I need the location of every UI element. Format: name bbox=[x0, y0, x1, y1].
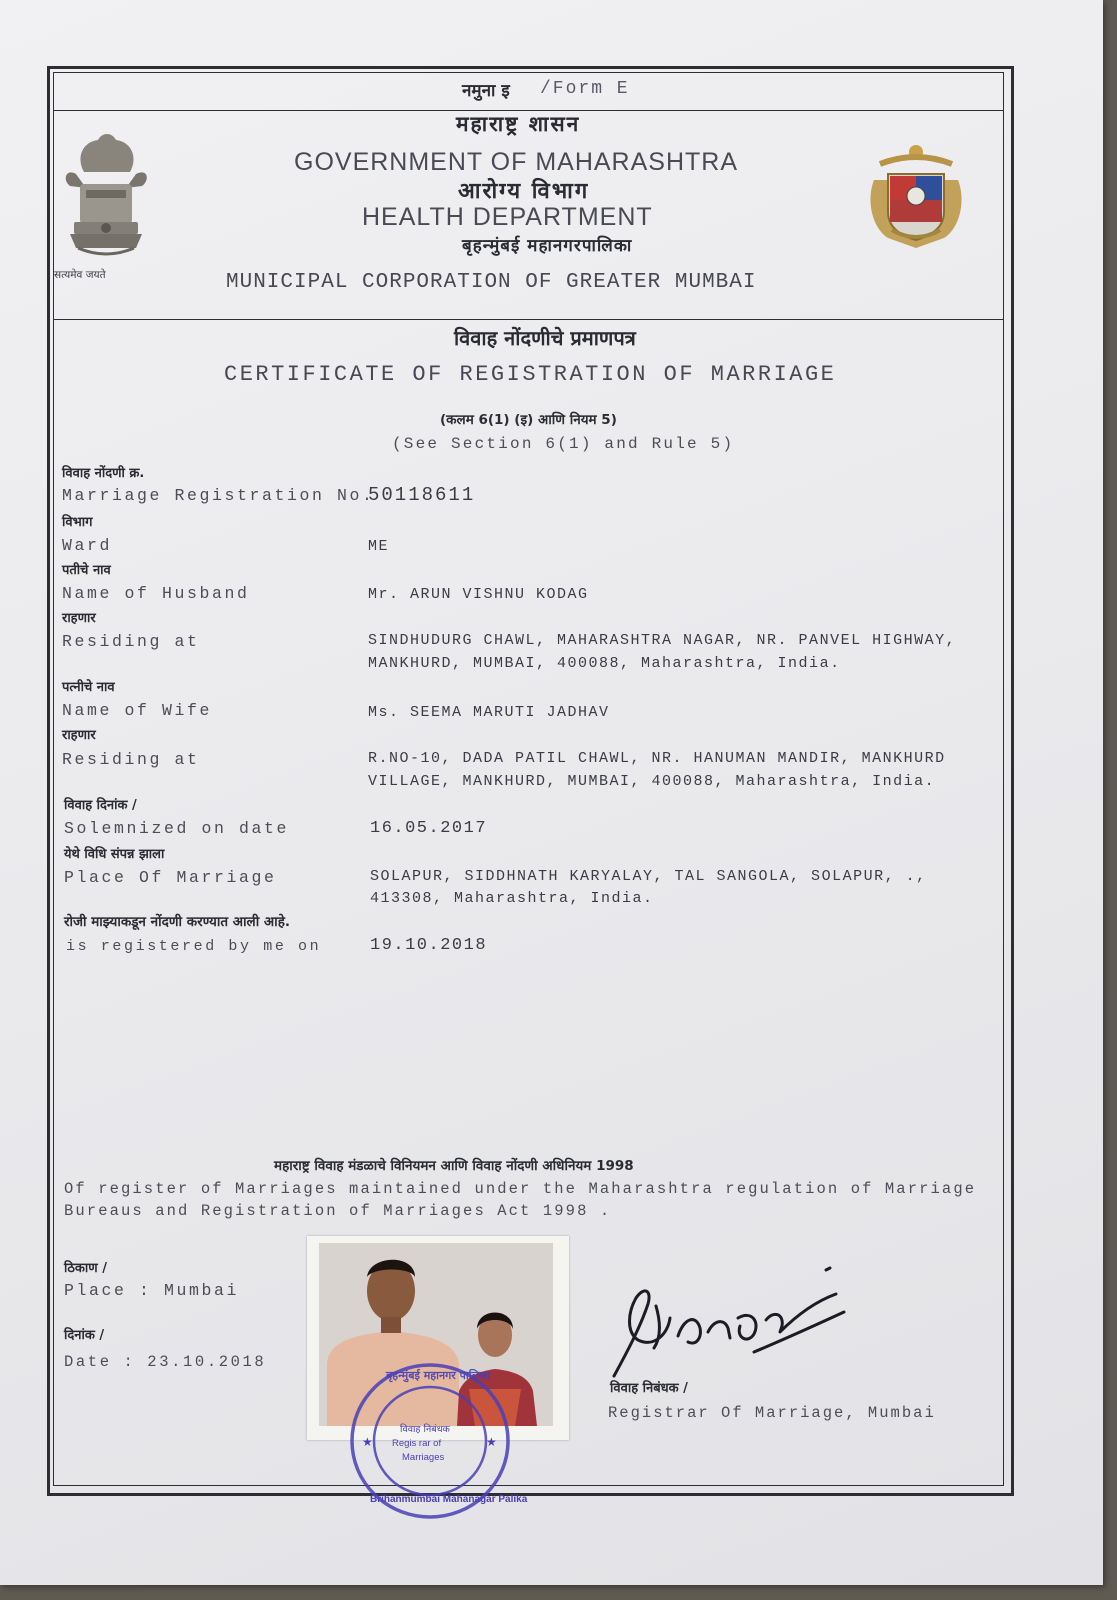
date-value: Date : 23.10.2018 bbox=[64, 1353, 267, 1371]
government-title-english: GOVERNMENT OF MAHARASHTRA bbox=[294, 148, 739, 176]
act-text-line1: Of register of Marriages maintained under the Maharashtra regulation of Marriage bbox=[64, 1180, 977, 1198]
registration-number-value: 50118611 bbox=[368, 484, 476, 506]
registration-number-label: Marriage Registration No. bbox=[62, 486, 375, 505]
section-reference-marathi: (कलम 6(1) (इ) आणि नियम 5) bbox=[440, 412, 617, 428]
place-label-marathi: ठिकाण / bbox=[64, 1261, 107, 1276]
marriage-place-line1: SOLAPUR, SIDDHNATH KARYALAY, TAL SANGOLA, SOLAPUR, ., bbox=[370, 868, 927, 885]
stamp-middle-line2: Regis rar of bbox=[392, 1438, 442, 1449]
header-divider-bottom bbox=[53, 319, 1004, 320]
wife-residence-line1: R.NO-10, DADA PATIL CHAWL, NR. HANUMAN MANDIR, MANKHURD bbox=[368, 750, 946, 767]
form-label-english: /Form E bbox=[540, 79, 630, 99]
ward-value: ME bbox=[368, 538, 390, 555]
form-label-marathi: नमुना इ bbox=[462, 81, 510, 101]
marriage-place-label-marathi: येथे विधि संपन्न झाला bbox=[64, 847, 165, 862]
national-emblem bbox=[54, 128, 156, 281]
registrar-label-marathi: विवाह निबंधक / bbox=[610, 1381, 688, 1396]
registered-on-label: is registered by me on bbox=[66, 938, 322, 955]
solemnized-date-label-marathi: विवाह दिनांक / bbox=[64, 798, 137, 813]
marriage-place-label: Place Of Marriage bbox=[64, 868, 277, 887]
solemnized-date-value: 16.05.2017 bbox=[370, 819, 488, 838]
marriage-place-line2: 413308, Maharashtra, India. bbox=[370, 890, 654, 907]
wife-residence-label-marathi: राहणार bbox=[62, 728, 96, 743]
government-title-marathi: महाराष्ट्र शासन bbox=[456, 112, 581, 136]
wife-residence-line2: VILLAGE, MANKHURD, MUMBAI, 400088, Maharashtra, India. bbox=[368, 773, 936, 790]
act-title-marathi: महाराष्ट्र विवाह मंडळाचे विनियमन आणि विवाह नोंदणी अधिनियम 1998 bbox=[274, 1158, 634, 1174]
stamp-bottom-text: Brihanmumbai Mahanagar Palika bbox=[370, 1494, 528, 1505]
municipal-crest-icon bbox=[866, 140, 966, 252]
department-title-marathi: आरोग्य विभाग bbox=[458, 179, 590, 204]
svg-text:★: ★ bbox=[362, 1435, 373, 1449]
husband-residence-label-marathi: राहणार bbox=[62, 611, 96, 626]
certificate-title-english: CERTIFICATE OF REGISTRATION OF MARRIAGE bbox=[224, 362, 837, 387]
wife-residence-label: Residing at bbox=[62, 750, 200, 769]
wife-name-value: Ms. SEEMA MARUTI JADHAV bbox=[368, 704, 610, 721]
stamp-middle-line1: विवाह निबंधक bbox=[400, 1424, 450, 1435]
signature-stroke bbox=[604, 1258, 854, 1388]
place-value: Place : Mumbai bbox=[64, 1281, 240, 1300]
official-stamp bbox=[348, 1360, 528, 1522]
date-label-marathi: दिनांक / bbox=[64, 1328, 105, 1343]
husband-name-label-marathi: पतीचे नाव bbox=[62, 563, 111, 578]
certificate-title-marathi: विवाह नोंदणीचे प्रमाणपत्र bbox=[454, 326, 636, 350]
svg-text:★: ★ bbox=[486, 1435, 497, 1449]
husband-name-label: Name of Husband bbox=[62, 584, 250, 603]
department-title-english: HEALTH DEPARTMENT bbox=[362, 203, 653, 231]
registrar-title: Registrar Of Marriage, Mumbai bbox=[608, 1404, 936, 1422]
ward-label-marathi: विभाग bbox=[62, 515, 93, 530]
solemnized-date-label: Solemnized on date bbox=[64, 819, 290, 838]
registration-number-label-marathi: विवाह नोंदणी क्र. bbox=[62, 466, 145, 481]
husband-residence-line1: SINDHUDURG CHAWL, MAHARASHTRA NAGAR, NR. PANVEL HIGHWAY, bbox=[368, 632, 957, 649]
stamp-top-text: बृहन्मुंबई महानगर पालिका bbox=[386, 1369, 491, 1382]
registered-on-value: 19.10.2018 bbox=[370, 936, 488, 955]
husband-residence-label: Residing at bbox=[62, 632, 200, 651]
act-text-line2: Bureaus and Registration of Marriages Act 1998 . bbox=[64, 1202, 612, 1220]
registered-on-label-marathi: रोजी माझ्याकडून नोंदणी करण्यात आली आहे. bbox=[64, 914, 290, 930]
husband-residence-line2: MANKHURD, MUMBAI, 400088, Maharashtra, India. bbox=[368, 655, 841, 672]
lion-capital-icon bbox=[56, 128, 156, 268]
ward-label: Ward bbox=[62, 536, 113, 555]
section-reference-english: (See Section 6(1) and Rule 5) bbox=[392, 435, 735, 453]
stamp-middle-line3: Marriages bbox=[402, 1452, 445, 1463]
wife-name-label: Name of Wife bbox=[62, 701, 213, 720]
corporation-title-marathi: बृहन्मुंबई महानगरपालिका bbox=[462, 236, 633, 256]
wife-name-label-marathi: पत्नीचे नाव bbox=[62, 680, 115, 695]
registrar-signature bbox=[604, 1258, 854, 1388]
husband-name-value: Mr. ARUN VISHNU KODAG bbox=[368, 586, 589, 603]
corporation-title-english: MUNICIPAL CORPORATION OF GREATER MUMBAI bbox=[226, 271, 757, 294]
bmc-crest bbox=[866, 140, 966, 252]
emblem-motto: सत्यमेव जयते bbox=[54, 269, 106, 281]
